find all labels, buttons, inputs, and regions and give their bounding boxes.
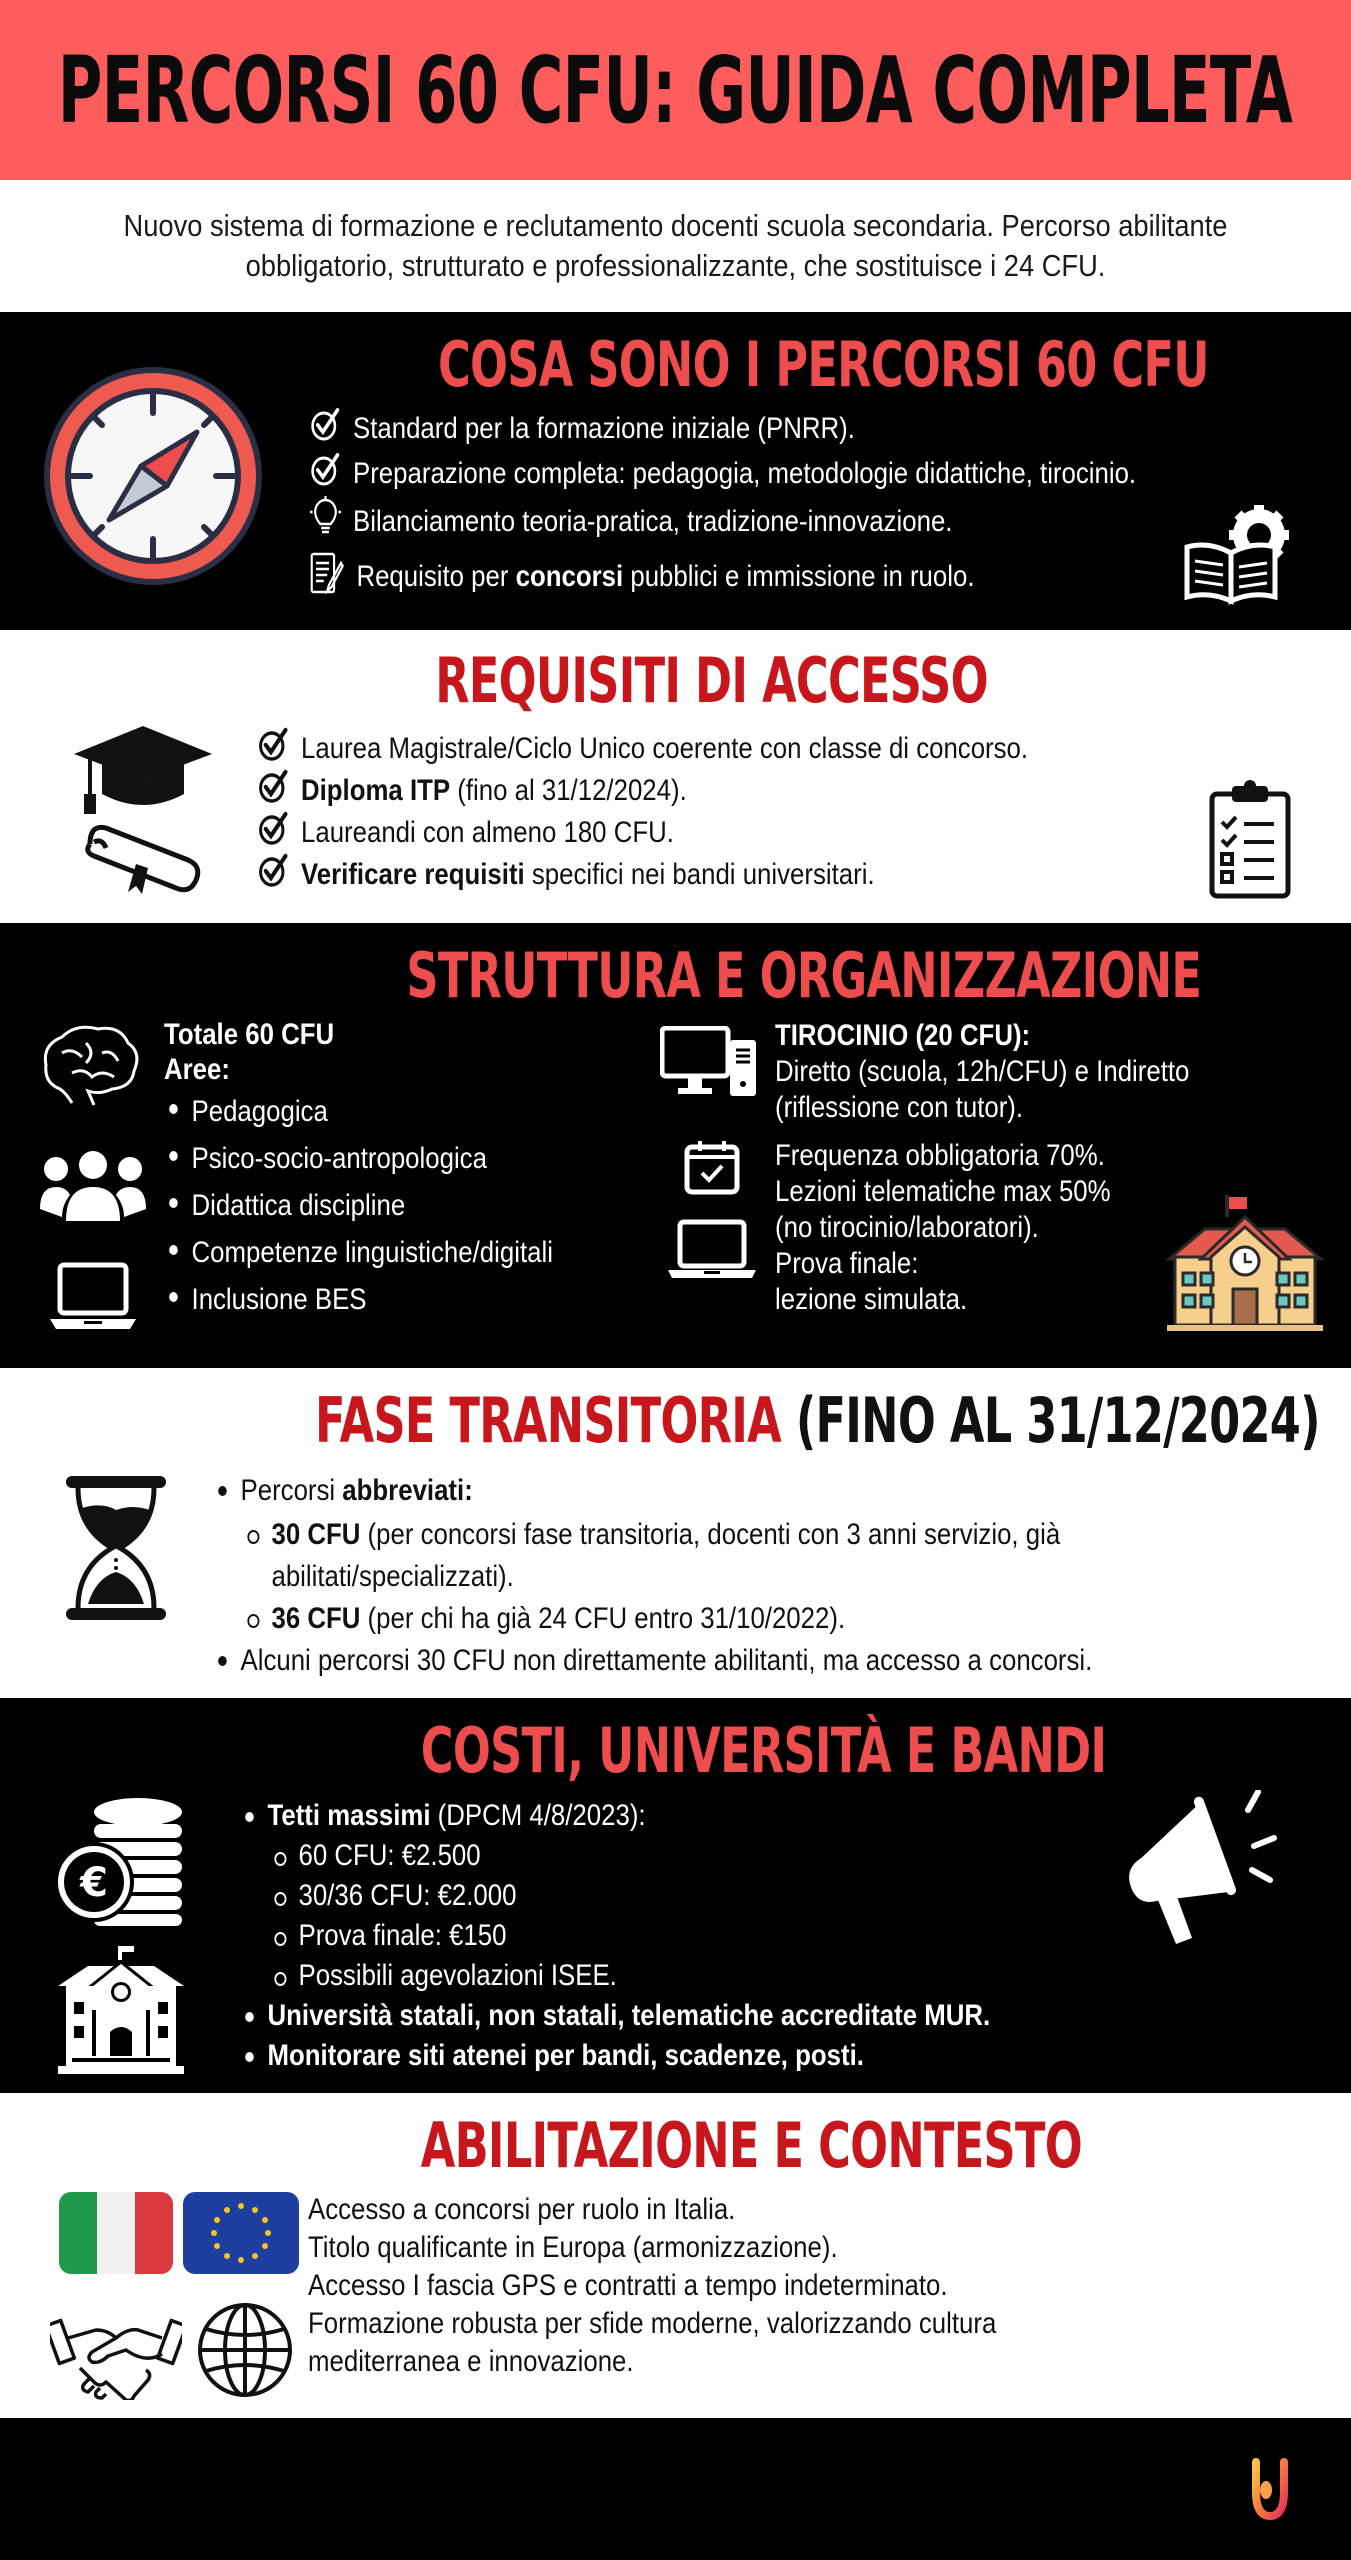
- areas-list: [164, 1088, 553, 1323]
- handshake-icon: [50, 2308, 182, 2405]
- section-title: COSTI, UNIVERSITÀ E BANDI: [420, 1714, 1107, 1787]
- list-item: Verificare requisiti specifici nei bandi universitari.: [258, 854, 1028, 896]
- title-banner: [0, 0, 1351, 180]
- list-item: Tetti massimi (DPCM 4/8/2023): 60 CFU: €2.500 30/36 CFU: €2.000 Prova finale: €150 Possibili agevolazioni ISEE.: [240, 1796, 990, 1996]
- context-line: Accesso I fascia GPS e contratti a tempo indeterminato.: [308, 2269, 948, 2302]
- areas-label: Aree:: [164, 1053, 230, 1086]
- total-cfu: Totale 60 CFU: [164, 1018, 335, 1051]
- list-item: Monitorare siti atenei per bandi, scadenze, posti.: [240, 2036, 990, 2076]
- eu-flag-icon: [183, 2192, 299, 2279]
- check-circle-icon: [310, 451, 341, 498]
- section-abilitazione: [0, 2093, 1351, 2418]
- calendar-check-icon: [684, 1139, 740, 1200]
- cost-item: Possibili agevolazioni ISEE.: [268, 1956, 991, 1996]
- sub-list-item: 30 CFU (per concorsi fase transitoria, docenti con 3 anni servizio, già abilitati/specializzati).: [241, 1514, 1187, 1598]
- italy-flag-icon: [59, 2192, 173, 2279]
- tirocinio-title: TIROCINIO (20 CFU):: [775, 1019, 1031, 1052]
- school-building-icon: [1165, 1195, 1325, 1340]
- section-cosa-sono: [0, 312, 1351, 630]
- footer: [0, 2418, 1351, 2555]
- context-line: Accesso a concorsi per ruolo in Italia.: [308, 2193, 736, 2226]
- list-item: Standard per la formazione iniziale (PNRR).: [310, 407, 1136, 451]
- laptop-icon: [668, 1218, 756, 1287]
- page-title: PERCORSI 60 CFU: GUIDA COMPLETA: [58, 36, 1293, 144]
- context-line: Titolo qualificante in Europa (armonizzazione).: [308, 2231, 838, 2264]
- check-circle-icon: [258, 852, 289, 899]
- svg-text:€: €: [80, 1860, 108, 1906]
- telematiche-note: (no tirocinio/laboratori).: [775, 1211, 1039, 1244]
- context-line: Formazione robusta per sfide moderne, valorizzando cultura: [308, 2307, 997, 2340]
- intro-text: Nuovo sistema di formazione e reclutamento docenti scuola secondaria. Percorso abilitante obbligatorio, strutturato e professionalizzante, che sostituisce i 24 CFU.: [123, 208, 1228, 283]
- intro-section: [0, 180, 1351, 312]
- cost-item: 30/36 CFU: €2.000: [268, 1876, 991, 1916]
- section-struttura: [0, 923, 1351, 1368]
- list-item: Preparazione completa: pedagogia, metodologie didattiche, tirocinio.: [310, 451, 1136, 497]
- section-requisiti: [0, 630, 1351, 923]
- section-fase-transitoria: [0, 1368, 1351, 1698]
- section-costi: [0, 1698, 1351, 2093]
- list-item: Pedagogica: [164, 1088, 553, 1135]
- tirocinio-line: Diretto (scuola, 12h/CFU) e Indiretto: [775, 1055, 1190, 1088]
- section-title: ABILITAZIONE E CONTESTO: [420, 2109, 1082, 2182]
- graduation-cap-icon: [70, 724, 216, 909]
- group-people-icon: [40, 1151, 146, 1226]
- sub-list-item: 36 CFU (per chi ha già 24 CFU entro 31/10/2022).: [241, 1598, 1187, 1640]
- tirocinio-line: (riflessione con tutor).: [775, 1091, 1024, 1124]
- clipboard-checklist-icon: [1208, 780, 1292, 905]
- list-item: Didattica discipline: [164, 1182, 553, 1229]
- globe-icon: [196, 2301, 294, 2404]
- list-item: Diploma ITP (fino al 31/12/2024).: [258, 770, 1028, 812]
- cost-item: Prova finale: €150: [268, 1916, 991, 1956]
- lightbulb-icon: [310, 496, 341, 549]
- list-item: Psico-socio-antropologica: [164, 1135, 553, 1182]
- euro-coins-icon: [56, 1798, 186, 1931]
- compass-icon: [42, 365, 264, 592]
- check-circle-icon: [258, 810, 289, 857]
- section-title: STRUTTURA E ORGANIZZAZIONE: [406, 939, 1202, 1012]
- frequenza-line: Frequenza obbligatoria 70%.: [775, 1139, 1105, 1172]
- prova-finale-value: lezione simulata.: [775, 1283, 968, 1316]
- prova-finale-label: Prova finale:: [775, 1247, 919, 1280]
- section-title: REQUISITI DI ACCESSO: [435, 644, 988, 717]
- notepad-pencil-icon: [310, 549, 344, 606]
- check-circle-icon: [258, 768, 289, 815]
- context-line: mediterranea e innovazione.: [308, 2345, 634, 2378]
- megaphone-icon: [1118, 1790, 1278, 1955]
- section-title: FASE TRANSITORIA (FINO AL 31/12/2024): [315, 1384, 1320, 1457]
- list-item: Laurea Magistrale/Ciclo Unico coerente con classe di concorso.: [258, 728, 1028, 770]
- list-item: Competenze linguistiche/digitali: [164, 1229, 553, 1276]
- section-title: COSA SONO I PERCORSI 60 CFU: [438, 328, 1209, 401]
- brain-icon: [42, 1023, 142, 1120]
- list-item: Requisito per concorsi pubblici e immissione in ruolo.: [310, 547, 1136, 607]
- list-item: Alcuni percorsi 30 CFU non direttamente abilitanti, ma accesso a concorsi.: [213, 1640, 1187, 1682]
- telematiche-line: Lezioni telematiche max 50%: [775, 1175, 1111, 1208]
- cost-item: 60 CFU: €2.500: [268, 1836, 991, 1876]
- list-item: Laureandi con almeno 180 CFU.: [258, 812, 1028, 854]
- list-item: Bilanciamento teoria-pratica, tradizione-innovazione.: [310, 497, 1136, 547]
- book-gear-icon: [1183, 505, 1291, 610]
- desktop-computer-icon: [660, 1026, 758, 1103]
- logo-u-icon: [1250, 2458, 1290, 2525]
- list-item: Percorsi abbreviati: 30 CFU (per concorsi fase transitoria, docenti con 3 anni servizio, già abilitati/specializzati). 36 CFU (per chi ha già 24 CFU entro 31/10/2022).: [213, 1470, 1187, 1640]
- university-building-icon: [58, 1946, 184, 2081]
- check-circle-icon: [258, 726, 289, 773]
- hourglass-icon: [66, 1476, 166, 1625]
- list-item: Inclusione BES: [164, 1276, 553, 1323]
- laptop-icon: [48, 1261, 138, 1336]
- list-item: Università statali, non statali, telematiche accreditate MUR.: [240, 1996, 990, 2036]
- check-circle-icon: [310, 406, 341, 453]
